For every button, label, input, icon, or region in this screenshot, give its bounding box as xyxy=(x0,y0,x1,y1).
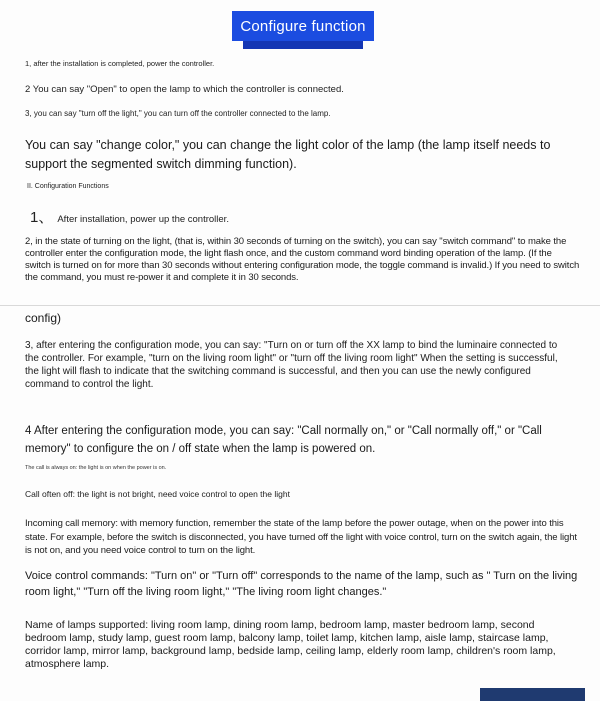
intro-step-2: 2 You can say "Open" to open the lamp to which the controller is connected. xyxy=(25,84,344,95)
config-step-4-paragraph: 4 After entering the configuration mode, you can say: "Call normally on," or "Call normally off," or "Call memory" to configure the on / off state when the lamp is powered on. xyxy=(25,425,542,455)
config-step-2-paragraph: 2, in the state of turning on the light, (that is, within 30 seconds of turning on the switch), you can say "switch command" to make the controller enter the configuration mode, the light flash once, and the custom command word binding operation of the lamp. (If the switch is turned on for more than 30 seconds without entering configuration mode, the toggle command is invalid.) If you need to switch the command, you must re-power it and complete it in 30 seconds. xyxy=(25,236,580,283)
config-step-1-text: After installation, power up the controller. xyxy=(57,214,229,225)
call-memory-paragraph: Incoming call memory: with memory function, remember the state of the lamp before the power outage, when on the power into this state. For example, before the switch is disconnected, you have turned off the light with voice control, turn on the switch again, the light is not on, and you need voice control to turn on the light. xyxy=(25,518,577,556)
configure-button-tab-shape xyxy=(243,41,363,49)
configure-function-button[interactable]: Configure function xyxy=(232,11,374,41)
section-divider xyxy=(0,305,600,306)
config-label: config) xyxy=(25,311,62,325)
config-step-3-paragraph: 3, after entering the configuration mode, you can say: "Turn on or turn off the XX lamp to bind the luminaire connected to the controller. For example, "turn on the living room light" or "turn off the living room light" When the setting is successful, the light will flash to indicate that the switching command is successful, and then you can use the newly configured command to control the light. xyxy=(25,340,558,390)
call-often-off-note: Call often off: the light is not bright, need voice control to open the light xyxy=(25,489,290,499)
bottom-right-navy-bar xyxy=(480,688,585,701)
voice-commands-paragraph: Voice control commands: "Turn on" or "Turn off" corresponds to the name of the lamp, such as " Turn on the living room light," "Turn off the living room light," "The living room light changes." xyxy=(25,570,578,598)
intro-step-3: 3, you can say "turn off the light," you can turn off the controller connected to the lamp. xyxy=(25,109,331,118)
intro-step-1: 1, after the installation is completed, power the controller. xyxy=(25,59,215,68)
change-color-paragraph: You can say "change color," you can change the light color of the lamp (the lamp itself needs to support the segmented switch dimming function). xyxy=(25,138,551,171)
supported-lamps-paragraph: Name of lamps supported: living room lamp, dining room lamp, bedroom lamp, master bedroom lamp, second bedroom lamp, study lamp, guest room lamp, balcony lamp, toilet lamp, kitchen lamp, aisle lamp, staircase lamp, corridor lamp, mirror lamp, background lamp, bedside lamp, ceiling lamp, elderly room lamp, children's room lamp, atmosphere lamp. xyxy=(25,619,556,670)
config-step-1 xyxy=(30,206,229,227)
configuration-functions-heading: II. Configuration Functions xyxy=(27,183,109,190)
call-always-on-note: The call is always on: the light is on when the power is on. xyxy=(25,465,167,471)
config-step-1-number: 1、 xyxy=(30,209,54,226)
